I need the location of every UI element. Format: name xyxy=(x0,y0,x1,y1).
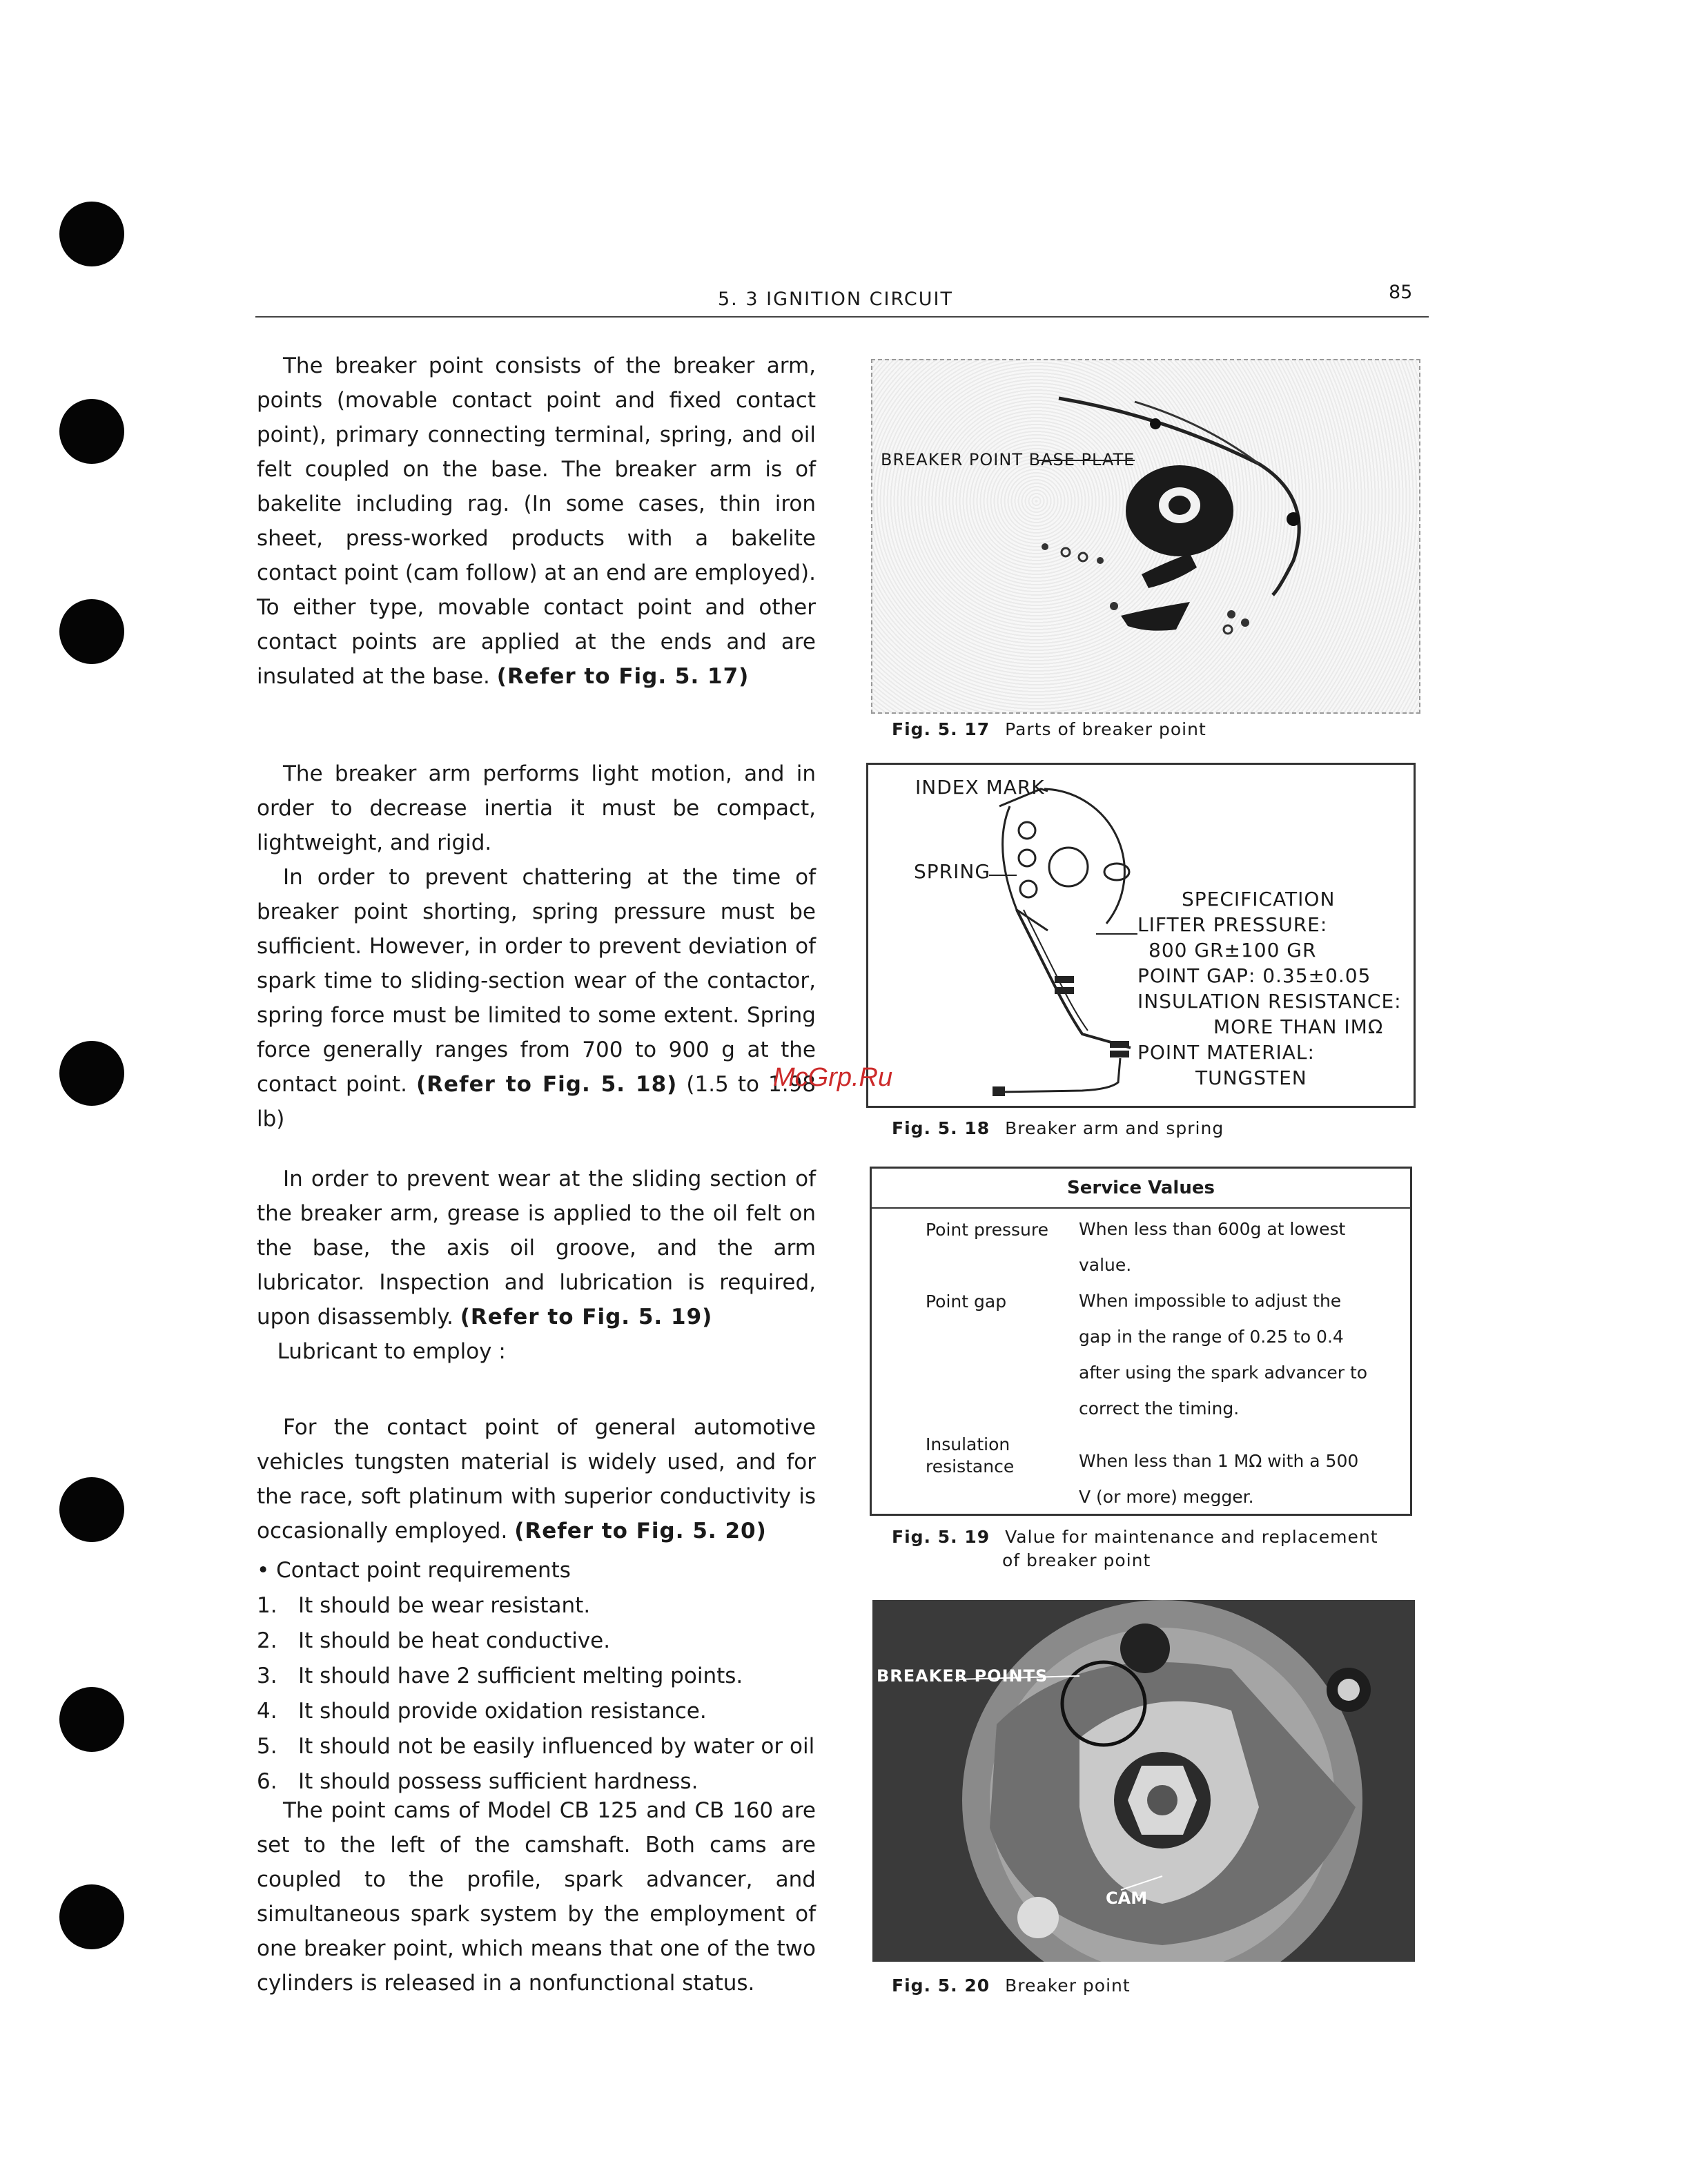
figure-reference: (Refer to Fig. 5. 17) xyxy=(496,664,750,689)
header-rule xyxy=(255,316,1429,318)
binder-hole xyxy=(59,1884,124,1949)
list-item: 2. It should be heat conductive. xyxy=(257,1628,611,1653)
point-pressure-value: When less than 600g at lowest value. xyxy=(1079,1219,1346,1275)
paragraph-breaker-point: The breaker point consists of the breaker arm, points (movable contact point and fixed contact point), primary connecting terminal, spring, and oil felt coupled on the base. The breaker arm is of bakelite including rag. (In some cases, thin iron sheet, press-worked products with a bakelite contact point (cam follow) at an end are employed). To either type, movable contact point and other contact points are applied at the ends and are insulated at the base. (Refer to Fig. 5. 17) xyxy=(257,353,816,689)
point-pressure-key: Point pressure xyxy=(926,1220,1049,1240)
binder-hole xyxy=(59,1687,124,1752)
paragraph-lubrication: In order to prevent wear at the sliding section of the breaker arm, grease is applied to the oil felt on the base, the axis oil groove, and the arm lubricator. Inspection and lubrication is required, upon disassembly. (Refer to Fig. 5. 19) Lubricant to employ : xyxy=(257,1167,816,1364)
paragraph-spring-pressure: In order to prevent chattering at the time of breaker point shorting, spring pressure must be sufficient. However, in order to prevent deviation of spark time to sliding-section wear of the contactor, spring force must be limited to some extent. Spring force generally ranges from 700 to 900 g at the contact point. (Refer to Fig. 5. 18) (1.5 to 1.98 lb) xyxy=(257,865,817,1131)
list-item: 4. It should provide oxidation resistance. xyxy=(257,1699,707,1724)
list-heading: • Contact point requirements xyxy=(257,1558,571,1583)
base-plate-label: BREAKER POINT BASE PLATE xyxy=(881,450,1135,469)
binder-hole xyxy=(59,1477,124,1542)
page-number: 85 xyxy=(1389,282,1413,303)
figure-5-18-diagram xyxy=(866,763,1416,1108)
figure-reference: (Refer to Fig. 5. 18) xyxy=(416,1072,678,1097)
paragraph-breaker-arm: The breaker arm performs light motion, and in order to decrease inertia it must be compact, lightweight, and rigid. xyxy=(257,761,816,855)
list-item: 6. It should possess sufficient hardness. xyxy=(257,1769,698,1794)
list-item: 1. It should be wear resistant. xyxy=(257,1593,591,1618)
breaker-points-label: BREAKER POINTS xyxy=(877,1666,1048,1686)
point-gap-key: Point gap xyxy=(926,1291,1007,1312)
figure-5-17-photo xyxy=(871,359,1420,714)
paragraph-contact-material: For the contact point of general automotive vehicles tungsten material is widely used, and for the race, soft platinum with superior conductivity is occasionally employed. (Refer to Fig. 5. 20) xyxy=(257,1415,816,1543)
insulation-resistance-key: Insulation resistance xyxy=(926,1434,1015,1476)
binder-hole xyxy=(59,1041,124,1106)
insulation-resistance-value: When less than 1 MΩ with a 500 V (or more) megger. xyxy=(1079,1451,1359,1507)
section-header: 5. 3 IGNITION CIRCUIT xyxy=(718,289,953,310)
service-values-title: Service Values xyxy=(872,1169,1410,1209)
figure-reference: (Refer to Fig. 5. 20) xyxy=(514,1519,767,1543)
figure-reference: (Refer to Fig. 5. 19) xyxy=(460,1305,713,1329)
index-mark-label: INDEX MARK xyxy=(915,776,1045,799)
figure-5-20-photo xyxy=(872,1600,1415,1962)
list-item: 3. It should have 2 sufficient melting points. xyxy=(257,1664,743,1688)
figure-5-19-service-values xyxy=(870,1167,1412,1516)
paragraph-point-cams: The point cams of Model CB 125 and CB 160 are set to the left of the camshaft. Both cams are coupled to the profile, spark advancer, and simultaneous spark system by the employment of one breaker point, which means that one of the two cylinders is released in a nonfunctional status. xyxy=(257,1798,816,1996)
list-item: 5. It should not be easily influenced by water or oil xyxy=(257,1734,815,1759)
watermark: McGrp.Ru xyxy=(773,1063,893,1092)
breaker-parts-illustration xyxy=(872,360,1419,712)
binder-hole xyxy=(59,399,124,464)
specification-block: SPECIFICATION LIFTER PRESSURE: 800 GR±100 GR POINT GAP: 0.35±0.05 INSULATION RESISTANCE: MORE THAN IMΩ POINT MATERIAL: TUNGSTEN xyxy=(1137,888,1402,1089)
point-gap-value: When impossible to adjust the gap in the range of 0.25 to 0.4 after using the spark advancer to correct the timing. xyxy=(1079,1291,1368,1418)
binder-hole xyxy=(59,599,124,664)
figure-5-19-caption: Fig. 5. 19 Value for maintenance and replacement of breaker point xyxy=(892,1527,1378,1570)
requirements-list xyxy=(257,1553,816,1800)
spring-label: SPRING xyxy=(914,860,991,883)
figure-5-17-caption: Fig. 5. 17 Parts of breaker point xyxy=(892,719,1206,739)
cam-label: CAM xyxy=(1106,1889,1148,1908)
figure-5-20-caption: Fig. 5. 20 Breaker point xyxy=(892,1976,1131,1996)
binder-hole xyxy=(59,202,124,266)
figure-5-18-caption: Fig. 5. 18 Breaker arm and spring xyxy=(892,1118,1224,1138)
